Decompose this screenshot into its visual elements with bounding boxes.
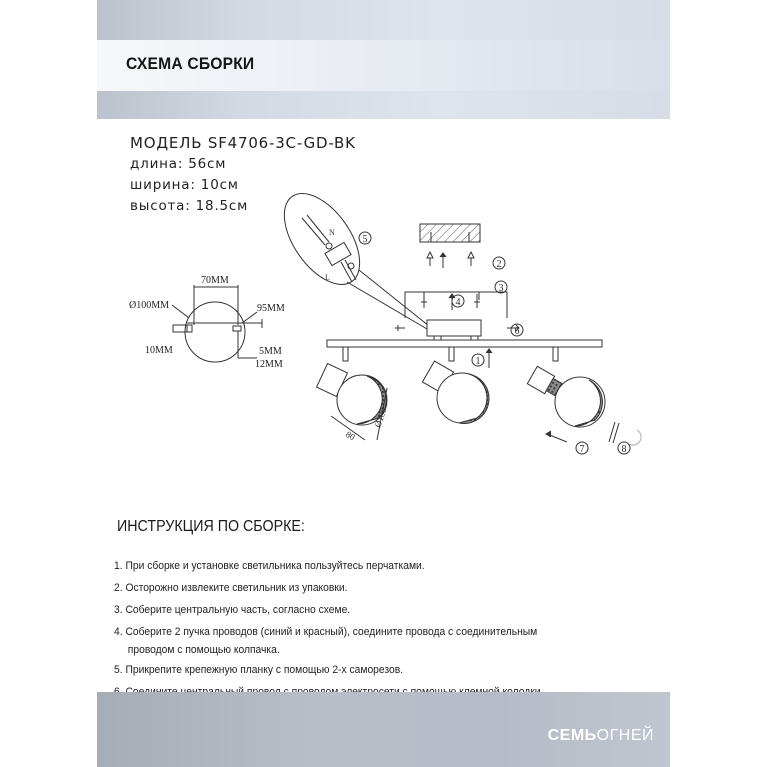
wire-label-l: L xyxy=(325,273,330,282)
assembly-diagram xyxy=(97,190,670,480)
dowel-icon xyxy=(468,252,474,266)
wire-label-n: N xyxy=(329,228,335,237)
instruction-step-5: 5. Прикрепите крепежную планку с помощью 2-х саморезов. xyxy=(114,664,404,676)
side-screw-left-icon xyxy=(395,325,405,331)
dim-depth-label: 12MM xyxy=(255,359,283,370)
svg-text:5: 5 xyxy=(362,234,368,245)
svg-text:1: 1 xyxy=(475,356,481,367)
dim-offset-label: 5MM xyxy=(259,346,282,357)
svg-text:2: 2 xyxy=(496,259,502,270)
svg-text:8: 8 xyxy=(621,444,627,455)
lamp-diameter-label: Ø100 xyxy=(372,406,389,429)
base-plate-drawing xyxy=(172,285,262,362)
page-title: СХЕМА СБОРКИ xyxy=(126,54,255,73)
light-rail xyxy=(327,340,602,347)
dowel-icon xyxy=(427,252,433,266)
brand-logo: СЕМЬОГНЕЙ xyxy=(547,727,654,744)
dim-outer-label: 95MM xyxy=(257,303,285,314)
instruction-step-1: 1. При сборке и установке светильника пользуйтесь перчатками. xyxy=(114,560,425,572)
spec-height: высота: 18.5см xyxy=(130,198,249,214)
svg-text:3: 3 xyxy=(498,283,504,294)
spec-width: ширина: 10см xyxy=(130,177,239,193)
dim-width-label: 70MM xyxy=(201,275,229,286)
spec-length: длина: 56см xyxy=(130,156,227,172)
instructions-list xyxy=(114,555,674,703)
instruction-page xyxy=(97,0,670,767)
instruction-step-3: 3. Соберите центральную часть, согласно схеме. xyxy=(114,604,351,616)
bulb-icon xyxy=(609,422,619,443)
dim-slot-label: 10MM xyxy=(145,345,173,356)
dim-diameter-label: Ø100MM xyxy=(129,300,170,311)
model-number: МОДЕЛЬ SF4706-3C-GD-BK xyxy=(130,134,356,152)
footer-band xyxy=(97,692,670,767)
svg-text:4: 4 xyxy=(455,297,461,308)
screw-icon xyxy=(421,294,427,308)
svg-text:6: 6 xyxy=(514,326,520,337)
instructions-title: ИНСТРУКЦИЯ ПО СБОРКЕ: xyxy=(117,518,305,535)
instruction-step-2: 2. Осторожно извлеките светильник из упаковки. xyxy=(114,582,348,594)
ceiling-surface xyxy=(420,224,480,242)
svg-text:7: 7 xyxy=(579,444,585,455)
lamp-length-label: 80 xyxy=(344,429,357,443)
canopy-box xyxy=(427,320,481,336)
rotate-arrow-icon xyxy=(629,430,641,445)
instruction-step-4: 4. Соберите 2 пучка проводов (синий и красный), соедините провода с соединительным проводом с помощью колпачка. xyxy=(114,626,538,656)
spotlight-3 xyxy=(527,347,641,445)
